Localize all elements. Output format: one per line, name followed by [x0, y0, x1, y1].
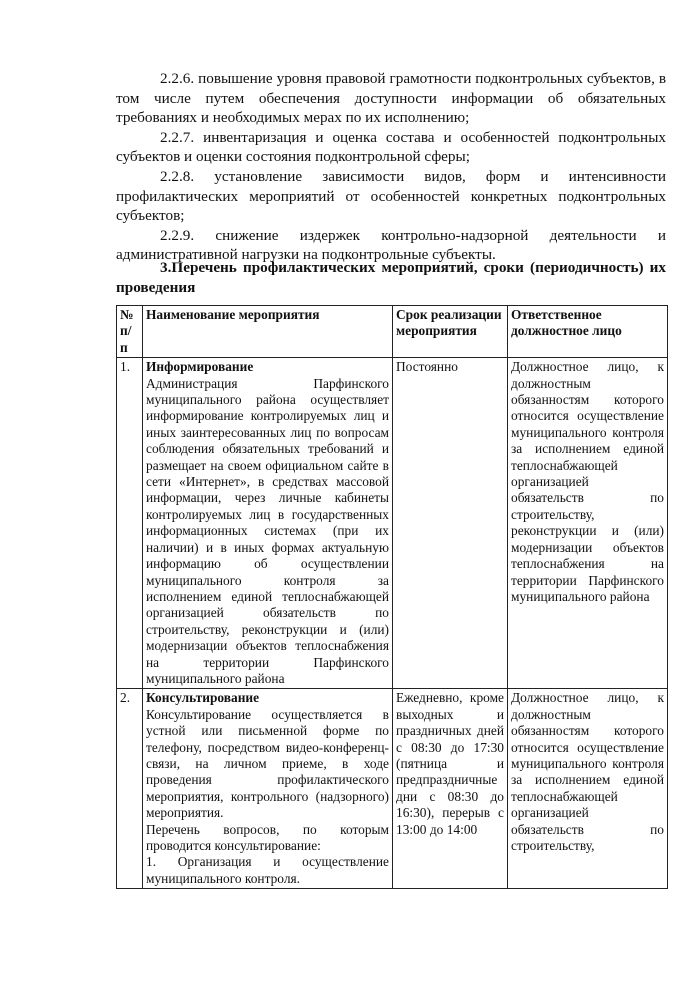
- table-row: [117, 689, 668, 889]
- measure-description-questions: Перечень вопросов, по которым проводится консультирование:: [146, 821, 389, 853]
- header-measure-name: Наименование мероприятия: [143, 306, 393, 358]
- header-number: № п/п: [117, 306, 143, 358]
- measures-table: [116, 305, 668, 889]
- measure-description-item: 1. Организация и осуществление муниципального контроля.: [146, 854, 389, 886]
- header-responsible: Ответственное должностное лицо: [508, 306, 668, 358]
- measure-title: Консультирование: [146, 690, 260, 706]
- paragraph-2-2-9: 2.2.9. снижение издержек контрольно-надзорной деятельности и административной нагрузки на подконтрольные субъекты.: [116, 226, 666, 264]
- measure-description: Консультирование осуществляется в устной или письменной форме по телефону, посредством видео-конференц-связи, на личном приеме, в ходе проведения профилактического мероприятия, контрольного (надзорного) мероприятия.: [146, 706, 389, 821]
- table-header-row: [117, 306, 668, 358]
- measure-cell: [143, 689, 393, 889]
- term-cell: [393, 689, 508, 889]
- measure-title: Информирование: [146, 359, 254, 375]
- measure-cell: [143, 358, 393, 689]
- measure-description: Администрация Парфинского муниципального района осуществляет информирование контролируемых лиц и иных заинтересованных лиц по вопросам соблюдения обязательных требований и размещает на своем официальном сайте в сети «Интернет», в средствах массовой информации, через личные кабинеты контролируемых лиц в государственных информационных системах (при их наличии) и в иных формах актуальную информацию об осуществлении муниципального контроля за исполнением единой теплоснабжающей организацией обязательств по строительству, реконструкции и (или) модернизации объектов теплоснабжения на территории Парфинского муниципального района: [146, 375, 389, 686]
- row-number: 1.: [117, 358, 143, 689]
- term-text: Постоянно: [396, 359, 458, 375]
- paragraph-2-2-7: 2.2.7. инвентаризация и оценка состава и особенностей подконтрольных субъектов и оценки состояния подконтрольной сферы;: [116, 128, 666, 166]
- paragraph-2-2-6: 2.2.6. повышение уровня правовой грамотности подконтрольных субъектов, в том числе путем обеспечения доступности информации об обязательных требованиях и необходимых мерах по их исполнению;: [116, 70, 666, 127]
- responsible-text: Должностное лицо, к должностным обязанностям которого относится осуществление муниципального контроля за исполнением единой теплоснабжающей организацией обязательств по строительству, реконструкции и (или) модернизации объектов теплоснабжения на территории Парфинского муниципального района: [511, 359, 664, 604]
- term-cell: [393, 358, 508, 689]
- responsible-cell: [508, 358, 668, 689]
- responsible-text: Должностное лицо, к должностным обязанностям которого относится осуществление муниципального контроля за исполнением единой теплоснабжающей организацией обязательств по строительству,: [511, 690, 664, 853]
- table-row: [117, 358, 668, 689]
- goals-list: [116, 69, 666, 265]
- section-3-heading: 3.Перечень профилактических мероприятий, сроки (периодичность) их проведения: [116, 259, 666, 296]
- header-term: Срок реализации мероприятия: [393, 306, 508, 358]
- term-text: Ежедневно, кроме выходных и праздничных дней с 08:30 до 17:30 (пятница и предпраздничные дни с 08:30 до 16:30), перерыв с 13:00 до 14:00: [396, 690, 504, 837]
- paragraph-2-2-8: 2.2.8. установление зависимости видов, форм и интенсивности профилактических мероприятий от особенностей конкретных подконтрольных субъектов;: [116, 167, 666, 225]
- row-number: 2.: [117, 689, 143, 889]
- responsible-cell: [508, 689, 668, 889]
